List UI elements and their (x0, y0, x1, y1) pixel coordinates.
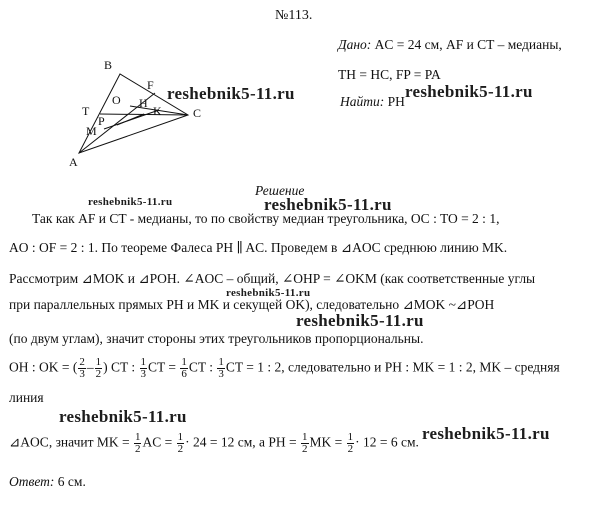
segment-mk (104, 110, 159, 129)
solution-line-1: Так как AF и CT - медианы, то по свойству медиан треугольника, OC : TO = 2 : 1, (32, 211, 500, 226)
fraction-1-2-c (301, 432, 309, 455)
watermark-1: reshebnik5-11.ru (167, 84, 295, 103)
watermark-2: reshebnik5-11.ru (405, 82, 533, 101)
label-m: M (86, 124, 97, 138)
solution-line-3: Рассмотрим ⊿MOK и ⊿POH. ∠AOC – общий, ∠OHP = ∠OKM (как соответственные углы (9, 271, 536, 286)
find-label: Найти: (340, 94, 385, 109)
label-b: B (104, 58, 113, 72)
watermark-8: reshebnik5-11.ru (422, 424, 550, 443)
given-value-1: AC = 24 см, AF и CT – медианы, (374, 37, 562, 52)
solution-line-4: при параллельных прямых PH и MK и секущей OK), следовательно ⊿MOK ~⊿POH (9, 297, 495, 312)
label-p: P (98, 114, 105, 128)
fraction-1-2-b (177, 432, 185, 455)
given-line-2: TH = HC, FP = PA (338, 67, 441, 82)
fraction-1-2 (95, 357, 103, 380)
triangle-figure (66, 52, 286, 172)
label-o: O (112, 93, 121, 107)
fraction-den: 2 (134, 443, 141, 455)
answer-line (9, 474, 86, 490)
watermark-7: reshebnik5-11.ru (59, 407, 187, 426)
f2-part-c: · 24 = 12 см, а PH = (185, 434, 297, 450)
label-t: T (82, 104, 90, 118)
fraction-den: 2 (95, 368, 102, 380)
answer-value: 6 см. (57, 474, 86, 489)
solution-line-7: линия (9, 390, 44, 405)
f2-part-d: MK = (309, 434, 343, 450)
fraction-1-2-d (347, 432, 355, 455)
fraction-num: 1 (302, 431, 308, 443)
watermark-5: reshebnik5-11.ru (226, 287, 311, 299)
f1-part-a: OH : OK = ( (9, 359, 78, 375)
watermark-4: reshebnik5-11.ru (264, 195, 392, 214)
f1-part-f: CT = 1 : 2, следовательно и PH : MK = 1 : 2, MK – средняя (225, 359, 560, 375)
fraction-den: 3 (218, 368, 224, 380)
fraction-num: 2 (79, 356, 85, 368)
solution-line-2: AO : OF = 2 : 1. По теореме Фалеса PH ∥ AC. Проведем в ⊿AOC среднюю линию MK. (9, 240, 508, 255)
fraction-num: 1 (218, 356, 224, 368)
answer-label: Ответ: (9, 474, 55, 489)
label-k: K (153, 104, 162, 118)
f1-part-c: ) CT : (103, 359, 136, 375)
fraction-den: 2 (302, 443, 308, 455)
f1-part-d: CT = (148, 359, 176, 375)
label-h: H (139, 96, 148, 110)
f2-part-e: · 12 = 6 см. (355, 434, 419, 450)
fraction-num: 1 (140, 356, 146, 368)
given-line-1 (338, 37, 562, 53)
label-c: C (193, 106, 202, 120)
fraction-den: 6 (181, 368, 187, 380)
find-line (340, 94, 405, 110)
find-value: PH (387, 94, 405, 109)
fraction-num: 1 (134, 431, 141, 443)
fraction-2-3 (78, 357, 86, 380)
solution-line-5: (по двум углам), значит стороны этих треугольников пропорциональны. (9, 331, 424, 346)
f2-part-b: AC = (142, 434, 173, 450)
fraction-den: 2 (177, 443, 184, 455)
fraction-den: 3 (140, 368, 146, 380)
fraction-1-3 (140, 357, 148, 380)
watermark-3: reshebnik5-11.ru (88, 196, 173, 208)
formula-line-2 (9, 432, 419, 455)
fraction-num: 1 (177, 431, 184, 443)
fraction-den: 2 (347, 443, 354, 455)
watermark-6: reshebnik5-11.ru (296, 311, 424, 330)
fraction-1-3-b (217, 357, 225, 380)
fraction-num: 1 (95, 356, 102, 368)
fraction-1-2-a (134, 432, 142, 455)
fraction-num: 1 (181, 356, 187, 368)
solution-title: Решение (255, 183, 305, 198)
given-label: Дано: (338, 37, 372, 52)
fraction-den: 3 (79, 368, 85, 380)
label-f: F (147, 78, 154, 92)
formula-line-1 (9, 357, 560, 380)
fraction-num: 1 (347, 431, 354, 443)
f1-part-b: – (86, 359, 94, 375)
f2-part-a: ⊿AOC, значит MK = (9, 434, 130, 450)
fraction-1-6 (180, 357, 188, 380)
f1-part-e: CT : (188, 359, 214, 375)
label-a: A (69, 155, 78, 169)
problem-number: №113. (275, 8, 313, 23)
